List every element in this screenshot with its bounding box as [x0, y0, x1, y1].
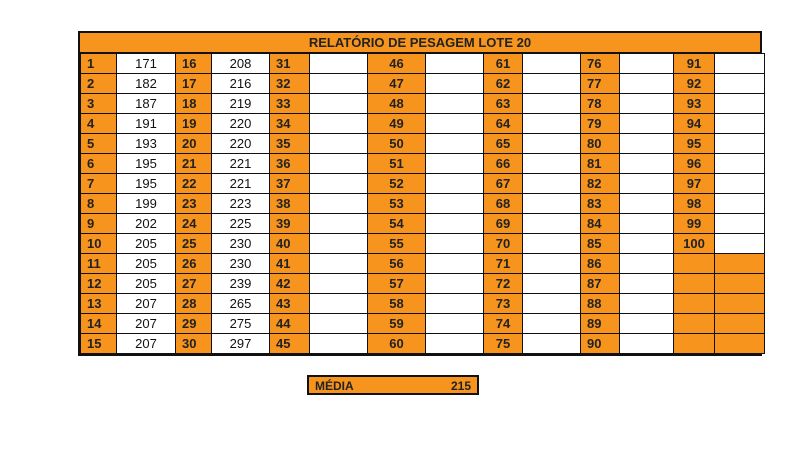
table-row — [81, 54, 765, 74]
weight-value — [426, 94, 484, 114]
weight-value: 216 — [212, 74, 270, 94]
weighing-table-body — [81, 54, 765, 354]
animal-number: 52 — [368, 174, 426, 194]
animal-number: 1 — [81, 54, 117, 74]
animal-number: 69 — [484, 214, 523, 234]
weight-value — [620, 274, 674, 294]
animal-number: 86 — [581, 254, 620, 274]
animal-number: 78 — [581, 94, 620, 114]
weight-value — [715, 194, 765, 214]
weight-value — [715, 334, 765, 354]
weight-value — [310, 94, 368, 114]
animal-number: 39 — [270, 214, 310, 234]
weight-value: 205 — [117, 254, 176, 274]
animal-number: 91 — [674, 54, 715, 74]
weight-value — [310, 254, 368, 274]
animal-number: 65 — [484, 134, 523, 154]
weight-value — [523, 274, 581, 294]
weight-value — [715, 54, 765, 74]
weight-value — [715, 214, 765, 234]
animal-number: 38 — [270, 194, 310, 214]
weight-value — [715, 254, 765, 274]
weight-value — [426, 274, 484, 294]
weight-value — [523, 214, 581, 234]
weight-value: 239 — [212, 274, 270, 294]
animal-number: 6 — [81, 154, 117, 174]
weight-value — [523, 314, 581, 334]
average-box — [307, 375, 479, 395]
animal-number: 63 — [484, 94, 523, 114]
weighing-grid — [78, 53, 762, 356]
report-title: RELATÓRIO DE PESAGEM LOTE 20 — [78, 31, 762, 53]
animal-number: 17 — [176, 74, 212, 94]
weight-value: 187 — [117, 94, 176, 114]
weight-value — [310, 294, 368, 314]
animal-number: 30 — [176, 334, 212, 354]
weight-value — [310, 194, 368, 214]
animal-number — [674, 294, 715, 314]
average-value: 215 — [450, 379, 471, 393]
animal-number: 45 — [270, 334, 310, 354]
animal-number: 34 — [270, 114, 310, 134]
animal-number: 56 — [368, 254, 426, 274]
weight-value — [523, 54, 581, 74]
weight-value — [715, 114, 765, 134]
animal-number: 76 — [581, 54, 620, 74]
weight-value: 205 — [117, 234, 176, 254]
weight-value: 207 — [117, 314, 176, 334]
animal-number: 96 — [674, 154, 715, 174]
animal-number: 95 — [674, 134, 715, 154]
weight-value: 225 — [212, 214, 270, 234]
animal-number: 47 — [368, 74, 426, 94]
animal-number: 18 — [176, 94, 212, 114]
weight-value — [426, 254, 484, 274]
table-row — [81, 74, 765, 94]
table-row — [81, 174, 765, 194]
weight-value: 207 — [117, 334, 176, 354]
animal-number: 27 — [176, 274, 212, 294]
weight-value — [523, 334, 581, 354]
weight-value — [715, 94, 765, 114]
weight-value — [620, 74, 674, 94]
animal-number: 4 — [81, 114, 117, 134]
animal-number: 87 — [581, 274, 620, 294]
animal-number: 2 — [81, 74, 117, 94]
weight-value: 195 — [117, 174, 176, 194]
table-row — [81, 114, 765, 134]
weighing-table — [80, 53, 765, 354]
weight-value — [426, 314, 484, 334]
animal-number: 48 — [368, 94, 426, 114]
animal-number: 9 — [81, 214, 117, 234]
animal-number: 44 — [270, 314, 310, 334]
animal-number: 33 — [270, 94, 310, 114]
weight-value — [426, 114, 484, 134]
weight-value: 219 — [212, 94, 270, 114]
animal-number: 19 — [176, 114, 212, 134]
animal-number: 84 — [581, 214, 620, 234]
animal-number: 31 — [270, 54, 310, 74]
animal-number: 5 — [81, 134, 117, 154]
animal-number: 93 — [674, 94, 715, 114]
animal-number: 70 — [484, 234, 523, 254]
animal-number: 85 — [581, 234, 620, 254]
weight-value — [523, 134, 581, 154]
animal-number: 41 — [270, 254, 310, 274]
animal-number: 92 — [674, 74, 715, 94]
animal-number: 42 — [270, 274, 310, 294]
average-label: MÉDIA — [315, 379, 354, 393]
table-row — [81, 294, 765, 314]
animal-number: 16 — [176, 54, 212, 74]
weight-value — [310, 174, 368, 194]
animal-number: 60 — [368, 334, 426, 354]
animal-number: 40 — [270, 234, 310, 254]
animal-number: 64 — [484, 114, 523, 134]
weight-value: 208 — [212, 54, 270, 74]
animal-number: 11 — [81, 254, 117, 274]
weight-value — [523, 194, 581, 214]
animal-number: 7 — [81, 174, 117, 194]
table-row — [81, 274, 765, 294]
weight-value — [310, 314, 368, 334]
weight-value — [620, 114, 674, 134]
weight-value — [523, 254, 581, 274]
animal-number: 10 — [81, 234, 117, 254]
animal-number: 55 — [368, 234, 426, 254]
weight-value — [523, 94, 581, 114]
animal-number: 88 — [581, 294, 620, 314]
animal-number: 83 — [581, 194, 620, 214]
animal-number: 73 — [484, 294, 523, 314]
animal-number — [674, 254, 715, 274]
animal-number: 36 — [270, 154, 310, 174]
weight-value — [310, 274, 368, 294]
weight-value — [523, 154, 581, 174]
animal-number: 74 — [484, 314, 523, 334]
weight-value — [715, 174, 765, 194]
weight-value — [523, 114, 581, 134]
table-row — [81, 314, 765, 334]
weight-value: 171 — [117, 54, 176, 74]
weight-value — [310, 54, 368, 74]
animal-number: 100 — [674, 234, 715, 254]
animal-number: 82 — [581, 174, 620, 194]
weight-value — [310, 334, 368, 354]
weight-value — [620, 194, 674, 214]
weight-value — [310, 154, 368, 174]
animal-number: 51 — [368, 154, 426, 174]
animal-number: 57 — [368, 274, 426, 294]
animal-number: 26 — [176, 254, 212, 274]
weight-value: 195 — [117, 154, 176, 174]
animal-number: 24 — [176, 214, 212, 234]
animal-number: 81 — [581, 154, 620, 174]
table-row — [81, 214, 765, 234]
weight-value — [620, 134, 674, 154]
animal-number: 61 — [484, 54, 523, 74]
weight-value — [715, 274, 765, 294]
animal-number: 89 — [581, 314, 620, 334]
weight-value: 230 — [212, 254, 270, 274]
animal-number: 79 — [581, 114, 620, 134]
weight-value — [426, 234, 484, 254]
animal-number: 20 — [176, 134, 212, 154]
animal-number: 68 — [484, 194, 523, 214]
weight-value: 275 — [212, 314, 270, 334]
weight-value — [426, 294, 484, 314]
weight-value — [426, 214, 484, 234]
animal-number: 99 — [674, 214, 715, 234]
table-row — [81, 254, 765, 274]
weight-value: 199 — [117, 194, 176, 214]
weight-value — [620, 214, 674, 234]
animal-number: 90 — [581, 334, 620, 354]
animal-number: 75 — [484, 334, 523, 354]
animal-number: 8 — [81, 194, 117, 214]
weight-value — [620, 94, 674, 114]
animal-number: 71 — [484, 254, 523, 274]
weight-value — [426, 134, 484, 154]
table-row — [81, 334, 765, 354]
weight-value — [620, 294, 674, 314]
animal-number: 98 — [674, 194, 715, 214]
weight-value — [310, 74, 368, 94]
weight-value: 220 — [212, 134, 270, 154]
weight-value — [310, 234, 368, 254]
animal-number: 46 — [368, 54, 426, 74]
weight-value: 230 — [212, 234, 270, 254]
weight-value — [426, 74, 484, 94]
weight-value: 220 — [212, 114, 270, 134]
weight-value — [620, 334, 674, 354]
animal-number: 25 — [176, 234, 212, 254]
weight-value: 207 — [117, 294, 176, 314]
table-row — [81, 194, 765, 214]
weight-value — [620, 254, 674, 274]
weight-value — [426, 194, 484, 214]
animal-number — [674, 274, 715, 294]
weight-value: 221 — [212, 154, 270, 174]
weight-value — [620, 154, 674, 174]
weight-value: 193 — [117, 134, 176, 154]
animal-number: 3 — [81, 94, 117, 114]
animal-number: 77 — [581, 74, 620, 94]
weight-value — [426, 174, 484, 194]
table-row — [81, 94, 765, 114]
animal-number: 21 — [176, 154, 212, 174]
weight-value — [426, 154, 484, 174]
weight-value — [620, 234, 674, 254]
weight-value: 221 — [212, 174, 270, 194]
weight-value — [523, 174, 581, 194]
weighing-report-sheet — [78, 31, 762, 356]
weight-value: 191 — [117, 114, 176, 134]
weight-value — [310, 214, 368, 234]
animal-number: 67 — [484, 174, 523, 194]
table-row — [81, 234, 765, 254]
weight-value — [523, 74, 581, 94]
weight-value — [523, 234, 581, 254]
table-row — [81, 154, 765, 174]
animal-number: 59 — [368, 314, 426, 334]
animal-number: 12 — [81, 274, 117, 294]
animal-number: 50 — [368, 134, 426, 154]
animal-number: 94 — [674, 114, 715, 134]
animal-number: 29 — [176, 314, 212, 334]
animal-number: 43 — [270, 294, 310, 314]
animal-number: 14 — [81, 314, 117, 334]
weight-value — [620, 54, 674, 74]
animal-number: 15 — [81, 334, 117, 354]
weight-value: 297 — [212, 334, 270, 354]
weight-value — [310, 114, 368, 134]
weight-value — [523, 294, 581, 314]
animal-number: 13 — [81, 294, 117, 314]
animal-number: 23 — [176, 194, 212, 214]
animal-number: 62 — [484, 74, 523, 94]
animal-number: 53 — [368, 194, 426, 214]
animal-number: 66 — [484, 154, 523, 174]
weight-value — [426, 334, 484, 354]
weight-value: 205 — [117, 274, 176, 294]
animal-number: 58 — [368, 294, 426, 314]
weight-value — [620, 174, 674, 194]
weight-value: 265 — [212, 294, 270, 314]
animal-number — [674, 314, 715, 334]
weight-value — [715, 314, 765, 334]
animal-number: 32 — [270, 74, 310, 94]
animal-number: 72 — [484, 274, 523, 294]
animal-number: 35 — [270, 134, 310, 154]
weight-value: 223 — [212, 194, 270, 214]
animal-number: 37 — [270, 174, 310, 194]
weight-value: 182 — [117, 74, 176, 94]
weight-value — [715, 74, 765, 94]
animal-number — [674, 334, 715, 354]
weight-value — [426, 54, 484, 74]
weight-value — [715, 154, 765, 174]
weight-value — [715, 134, 765, 154]
weight-value — [310, 134, 368, 154]
animal-number: 80 — [581, 134, 620, 154]
animal-number: 54 — [368, 214, 426, 234]
table-row — [81, 134, 765, 154]
animal-number: 22 — [176, 174, 212, 194]
weight-value — [715, 294, 765, 314]
weight-value — [620, 314, 674, 334]
weight-value: 202 — [117, 214, 176, 234]
animal-number: 49 — [368, 114, 426, 134]
weight-value — [715, 234, 765, 254]
animal-number: 97 — [674, 174, 715, 194]
animal-number: 28 — [176, 294, 212, 314]
